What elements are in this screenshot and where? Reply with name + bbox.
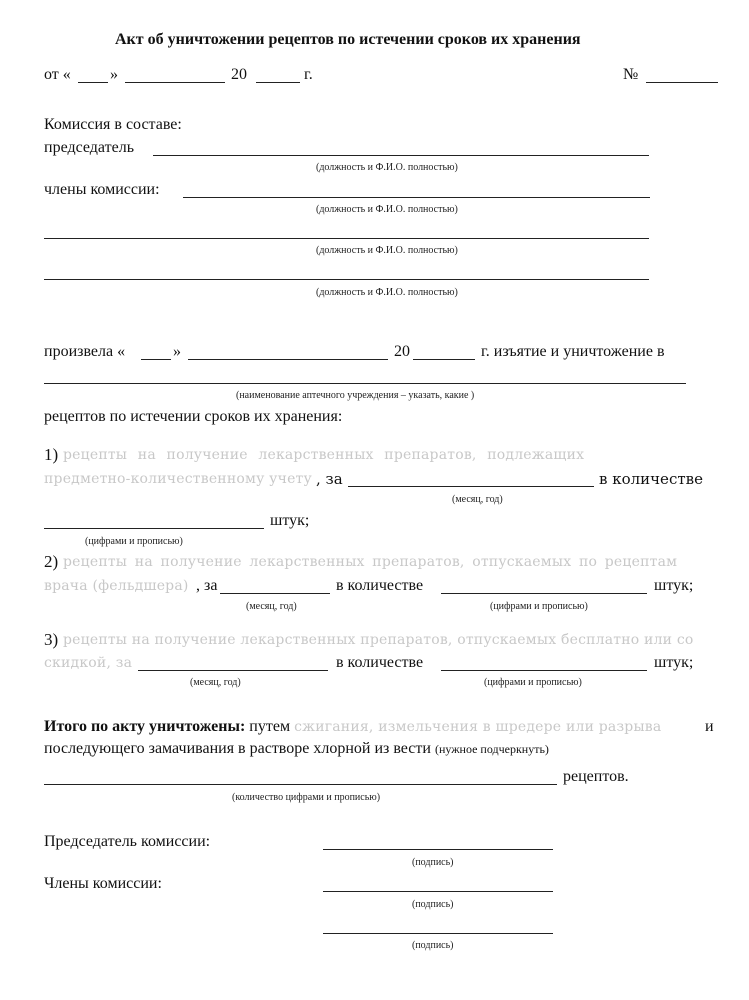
item-2-count-caption: (цифрами и прописью) — [490, 601, 588, 612]
signature-member-caption-1: (подпись) — [412, 899, 454, 910]
act-number-field[interactable] — [646, 82, 718, 83]
item-2-month-field[interactable] — [220, 593, 330, 594]
performed-year-prefix: 20 — [394, 343, 410, 360]
item-3-quantity-label: в количестве — [336, 654, 424, 671]
total-line2 — [44, 740, 549, 758]
year-prefix: 20 — [231, 66, 247, 83]
total-count-caption: (количество цифрами и прописью) — [232, 792, 381, 803]
item-3-text-line2: скидкой, за — [44, 655, 133, 671]
signature-member-caption-2: (подпись) — [412, 940, 454, 951]
item-3-pieces-label: штук; — [654, 654, 694, 671]
total-recipes-label: рецептов. — [563, 768, 629, 785]
item-1-text-line1: рецепты на получение лекарственных препаратов, подлежащих — [63, 447, 585, 463]
year-suffix: г. — [304, 66, 313, 83]
institution-caption: (наименование аптечного учреждения – указать, какие ) — [236, 390, 475, 401]
signature-members-label: Члены комиссии: — [44, 875, 162, 892]
item-2-text-line1: рецепты на получение лекарственных препаратов, отпускаемых по рецептам — [63, 554, 678, 570]
item-3-count-field[interactable] — [441, 670, 647, 671]
chairman-label: председатель — [44, 139, 134, 156]
quote-close: » — [110, 66, 118, 83]
signature-member-field-2[interactable] — [323, 933, 553, 934]
item-2-count-field[interactable] — [441, 593, 647, 594]
member-caption-3: (должность и Ф.И.О. полностью) — [316, 287, 458, 298]
item-3-text-line1: рецепты на получение лекарственных препаратов, отпускаемых бесплатно или со — [63, 632, 694, 648]
performed-month-field[interactable] — [188, 359, 388, 360]
total-line2-text: последующего замачивания в растворе хлорной из вести — [44, 740, 431, 757]
performed-quote-close: » — [173, 343, 181, 360]
signature-chairman-label: Председатель комиссии: — [44, 833, 211, 850]
item-2-pieces-label: штук; — [654, 577, 694, 594]
item-1-pieces-label: штук; — [270, 512, 310, 529]
item-1-quantity-label: в количестве — [599, 470, 703, 488]
performed-prefix: произвела « — [44, 343, 126, 360]
item-2-month-caption: (месяц, год) — [246, 601, 297, 612]
item-3-number: 3) — [44, 630, 59, 649]
item-3-month-field[interactable] — [138, 670, 328, 671]
total-bold-label: Итого по акту уничтожены: — [44, 718, 246, 735]
item-2-text-line2: врача (фельдшера) — [44, 578, 189, 594]
member-field-2[interactable] — [44, 238, 649, 239]
institution-field[interactable] — [44, 383, 686, 384]
total-method-options: сжигания, измельчения в шредере или разрыва — [294, 719, 662, 735]
month-field[interactable] — [125, 82, 225, 83]
item-1-count-field[interactable] — [44, 528, 264, 529]
total-count-field[interactable] — [44, 784, 557, 785]
members-label: члены комиссии: — [44, 181, 160, 198]
item-1-month-caption: (месяц, год) — [452, 494, 503, 505]
item-3-month-caption: (месяц, год) — [190, 677, 241, 688]
performed-suffix: г. изъятие и уничтожение в — [481, 343, 665, 360]
year-field[interactable] — [256, 82, 300, 83]
total-line1 — [44, 718, 661, 736]
total-method-prefix: путем — [249, 718, 291, 735]
item-2-for-label: , за — [196, 577, 218, 594]
signature-chairman-field[interactable] — [323, 849, 553, 850]
item-3-count-caption: (цифрами и прописью) — [484, 677, 582, 688]
member-field-1[interactable] — [183, 197, 650, 198]
item-2-quantity-label: в количестве — [336, 577, 424, 594]
signature-member-field-1[interactable] — [323, 891, 553, 892]
day-field[interactable] — [78, 82, 108, 83]
date-from-label: от « — [44, 66, 71, 83]
member-caption-1: (должность и Ф.И.О. полностью) — [316, 204, 458, 215]
item-1-for-label: , за — [316, 470, 343, 488]
item-1-month-field[interactable] — [348, 486, 594, 487]
performed-continuation: рецептов по истечении сроков их хранения: — [44, 408, 343, 425]
performed-year-field[interactable] — [413, 359, 475, 360]
member-caption-2: (должность и Ф.И.О. полностью) — [316, 245, 458, 256]
total-note: (нужное подчеркнуть) — [434, 742, 549, 756]
item-2-number: 2) — [44, 552, 59, 571]
item-1-count-caption: (цифрами и прописью) — [85, 536, 183, 547]
number-label: № — [623, 66, 639, 83]
document-title: Акт об уничтожении рецептов по истечении сроков их хранения — [115, 31, 581, 48]
chairman-caption: (должность и Ф.И.О. полностью) — [316, 162, 458, 173]
member-field-3[interactable] — [44, 279, 649, 280]
chairman-field[interactable] — [153, 155, 649, 156]
signature-chairman-caption: (подпись) — [412, 857, 454, 868]
item-1-text-line2: предметно-количественному учету — [44, 471, 312, 487]
commission-heading: Комиссия в составе: — [44, 116, 182, 133]
performed-day-field[interactable] — [141, 359, 171, 360]
total-and: и — [705, 718, 714, 735]
item-1-number: 1) — [44, 445, 59, 464]
